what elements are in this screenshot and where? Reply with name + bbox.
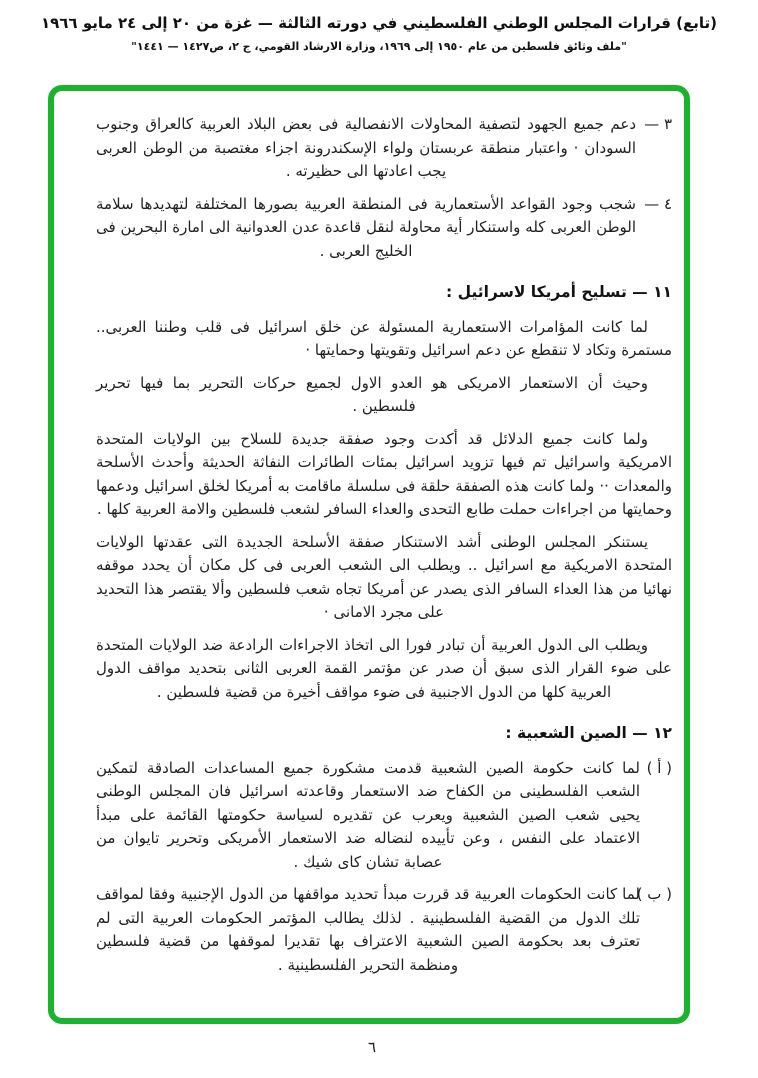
document-source-citation: "ملف وثائق فلسطين من عام ١٩٥٠ إلى ١٩٦٩، وزارة الارشاد القومي، ج ٢، ص١٤٢٧ — ١٤٤١" [131,40,627,53]
list-item-b [96,883,672,977]
list-item-4 [96,193,672,264]
section-11-paragraph-2: وحيث أن الاستعمار الامريكى هو العدو الاول لجميع حركات التحرير بما فيها تحرير فلسطين . [96,373,648,415]
item-4-text: شجب وجود القواعد الأستعمارية فى المنطقة العربية بصورها المختلفة لتهديدها سلامة الوطن العربى كله واستنكار أية محاولة لنقل قاعدة عدن العدوانية الى امارة البحرين فى الخليج العربى . [96,194,636,260]
section-12-heading: ١٢ — الصين الشعبية : [505,724,672,742]
section-11-paragraph-4: يستنكر المجلس الوطنى أشد الاستنكار صفقة الأسلحة الجديدة التى عقدتها الولايات المتحدة الامريكية مع اسرائيل .. ويطلب الى الشعب العربى فى كل مكان أن يحدد موقفه نهائيا من هذا العداء السافر الذى يصدر عن أمريكا تجاه شعب فلسطين وألا يقتصر هذا التحديد على مجرد الامانى · [96,532,672,621]
list-item-a [96,757,672,875]
document-title: (تابع) قرارات المجلس الوطني الفلسطيني في دورته الثالثة — غزة من ٢٠ إلى ٢٤ مايو ١٩٦٦ [40,14,718,32]
page-number: ٦ [367,1038,377,1056]
item-3-text: دعم جميع الجهود لتصفية المحاولات الانفصالية فى بعض البلاد العربية كالعراق وجنوب السودان · واعتبار منطقة عربستان ولواء الإسكندرونة اجزاء مغتصبة من الوطن العربى يجب اعادتها الى حظيرته . [96,115,636,180]
section-11-paragraph-5: ويطلب الى الدول العربية أن تبادر فورا الى اتخاذ الاجراءات الرادعة ضد الولايات المتحدة على ضوء القرار الذى سبق أن صدر عن مؤتمر القمة العربى الثانى بتحديد مواقف الدول العربية كلها من الدول الاجنبية فى ضوء مواقف أخيرة من قضية فلسطين . [96,635,672,701]
section-11-heading: ١١ — تسليح أمريكا لاسرائيل : [446,283,672,301]
item-b-text: لما كانت الحكومات العربية قد قررت مبدأ تحديد مواقفها من الدول الإجنبية وفقا لمواقف تلك الدول من القضية الفلسطينية . لذلك يطالب المؤتمر الحكومات العربية التى لم تعترف بعد بحكومة الصين الشعبية الاعتراف بها تقديرا لموقفها من قضية فلسطين ومنظمة التحرير الفلسطينية . [96,885,640,974]
list-item-3 [96,113,672,184]
item-3-marker: ٣ — [644,115,672,133]
item-a-text: لما كانت حكومة الصين الشعبية قدمت مشكورة جميع المساعدات الصادقة لتمكين الشعب الفلسطينى من الكفاح ضد الاستعمار وقاعدته اسرائيل فان المجلس الوطنى يحيى شعب الصين الشعبية ويعرب عن تقديره لسياسة حكومتها القائمة على مبدأ الاعتماد على النفس ، وعن تأييده لنضاله ضد الاستعمار الأمريكى وتحرير تايوان من عصابة تشان كاى شيك . [96,758,640,871]
item-4-marker: ٤ — [644,194,672,213]
item-b-marker: ( ب ) [636,885,672,903]
decisions-content [54,91,684,1018]
item-a-marker: ( أ ) [646,758,672,777]
section-11-paragraph-3: ولما كانت جميع الدلائل قد أكدت وجود صفقة جديدة للسلاح بين الولايات المتحدة الامريكية واسرائيل تم فيها تزويد اسرائيل بمئات الطائرات النفاثة الحديثة وأحدث الأسلحة والمعدات ·· ولما كانت هذه الصفقة حلقة فى سلسلة ماقامت به أمريكا لخلق اسرائيل ودعمها وحمايتها من اجراءات حملت طابع التحدى والعداء السافر لشعب فلسطين والامة العربية كلها . [96,429,672,518]
decisions-border-box [48,85,690,1024]
document-header [0,14,758,53]
section-11-paragraph-1: لما كانت المؤامرات الاستعمارية المسئولة عن خلق اسرائيل فى قلب وطننا العربى.. مستمرة وتكاد لا تنقطع عن دعم اسرائيل وتقويتها وحمايتها · [96,317,672,359]
